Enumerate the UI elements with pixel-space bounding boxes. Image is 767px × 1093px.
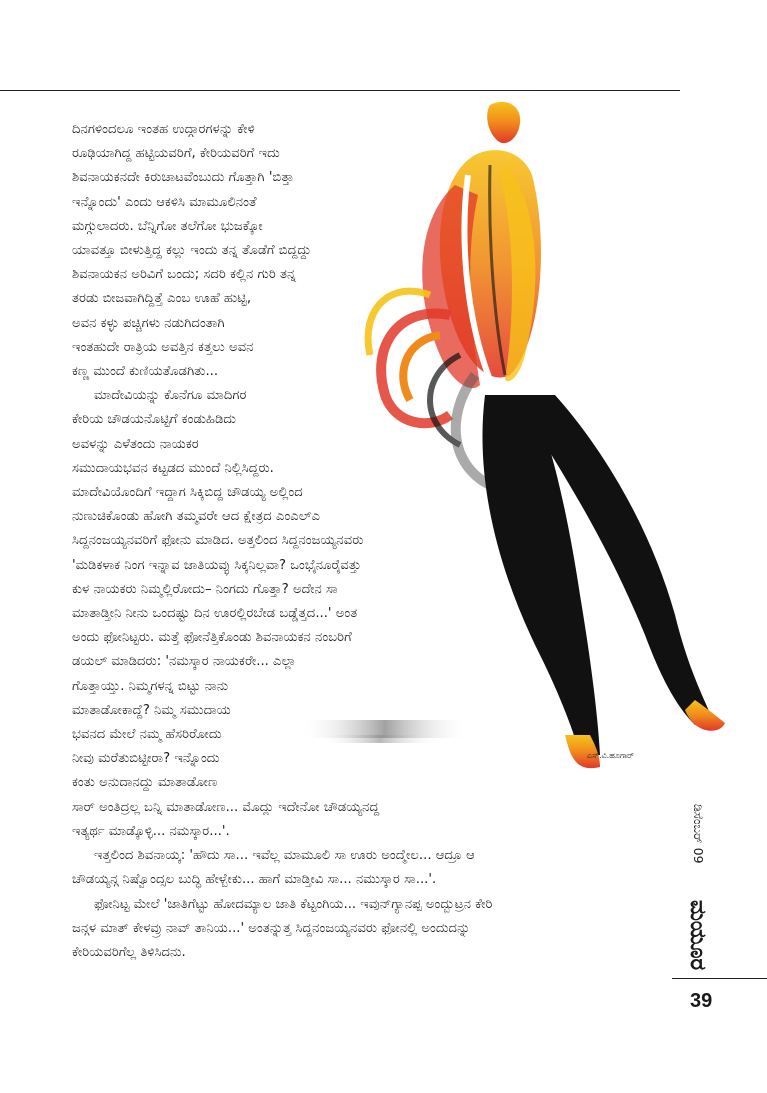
article-line: ಅಂದು ಫೋನಿಟ್ಟರು. ಮತ್ತೆ ಫೋನೆತ್ತಿಕೊಂಡು ಶಿವನಾಯಕನ ನಂಬರಿಗೆ bbox=[72, 630, 352, 646]
article-line: ಸಿದ್ದನಂಜಯ್ಯನವರಿಗೆ ಫೋನು ಮಾಡಿದ. ಅತ್ತಲಿಂದ ಸಿದ್ದನಂಜಯ್ಯನವರು bbox=[72, 533, 364, 549]
article-line: ಅವನ ಕಳ್ಳು ಪಚ್ಚಿಗಳು ನಡುಗಿದಂತಾಗಿ bbox=[72, 315, 225, 331]
page-number: 39 bbox=[690, 990, 713, 1012]
article-line: ಕೇರಿಯವರಿಗೆಲ್ಲ ತಿಳಿಸಿದನು. bbox=[72, 944, 186, 960]
article-line: ತರಡು ಬೀಜವಾಗಿದ್ದಿತ್ತೆ ಎಂಬ ಊಹೆ ಹುಟ್ಟಿ, bbox=[72, 291, 252, 307]
article-line: ಮಾತಾಡೋಕಾದ್ದೆ? ನಿಮ್ಮ ಸಮುದಾಯ bbox=[72, 702, 231, 718]
article-line: ಫೋನಿಟ್ಟ ಮೇಲೆ 'ಜಾತಿಗೆಟ್ಟು ಹೋದಮ್ಯಾಲ ಜಾತಿ ಕೆಟ್ಟಂಗಿಯ... ಇವುನ್‌ಗ್ಯಾನಪ್ಪ ಅಂದ್ಬುಟ್ರನ ಕೇರಿ bbox=[94, 896, 493, 912]
article-line: ಚೌಡಯ್ಯನ್ಗ ನಿಷ್ವೊಂದ್ಸಲ ಬುದ್ಧಿ ಹೇಳ್ಬೇಕು... ಹಾಗೆ ಮಾಡ್ತೀವಿ ಸಾ... ನಮುಸ್ಕಾರ ಸಾ...'. bbox=[72, 872, 437, 888]
article-line: ರೂಢಿಯಾಗಿದ್ದ ಹಟ್ಟಿಯವರಿಗೆ, ಕೇರಿಯವರಿಗೆ ಇದು bbox=[72, 146, 280, 162]
article-line: ಸಮುದಾಯಭವನ ಕಟ್ಟಡದ ಮುಂದೆ ನಿಲ್ಲಿಸಿದ್ದರು. bbox=[72, 460, 274, 476]
article-line: ಶಿವನಾಯಕನ ಅರಿವಿಗೆ ಬಂದು; ಸದರಿ ಕಲ್ಲಿನ ಗುರಿ ತನ್ನ bbox=[72, 267, 297, 283]
article-line: ಕುಳ ನಾಯಕರು ನಿಮ್ಮಲ್ಲಿರೋದು– ನಿಂಗದು ಗೊತ್ತಾ? ಅದೇನ ಸಾ bbox=[72, 581, 338, 597]
article-line: ಯಾವತ್ತೂ ಬೀಳುತ್ತಿದ್ದ ಕಲ್ಲು ಇಂದು ತನ್ನ ತೊಡೆಗೆ ಬಿದ್ದದ್ದು bbox=[72, 243, 312, 259]
article-line: ಭವನದ ಮೇಲೆ ನಮ್ಮ ಹೆಸರಿರೋದು bbox=[72, 727, 222, 743]
article-line: ಇತ್ತಲಿಂದ ಶಿವನಾಯ್ಕ: 'ಹೌದು ಸಾ... ಇವೆಲ್ಲ ಮಾಮೂಲಿ ಸಾ ಊರು ಅಂದ್ಮೇಲ... ಆದ್ರೂ ಆ bbox=[94, 848, 475, 864]
article-line: 'ಮಡಿಕಳಾಕ ನಿಂಗ ಇನ್ನಾವ ಜಾತಿಯವ್ಳು ಸಿಕ್ಕನಿಲ್ಲವಾ? ಒಂಭೈನೂರೈವತ್ತು bbox=[72, 557, 362, 573]
article-line: ಇನ್ನೊಂದು' ಎಂದು ಆಕಳಿಸಿ ಮಾಮೂಲಿನಂತೆ bbox=[72, 194, 257, 210]
article-line: ಕೇರಿಯ ಚೌಡಯನೊಟ್ಟಿಗೆ ಕಂಡುಹಿಡಿದು bbox=[72, 412, 237, 428]
article-line: ದಿನಗಳಿಂದಲೂ ಇಂತಹ ಉದ್ಗಾರಗಳನ್ನು ಕೇಳಿ bbox=[72, 122, 255, 137]
article-line: ಕಣ್ಣ ಮುಂದೆ ಕುಣಿಯತೊಡಗಿತು... bbox=[72, 364, 219, 380]
article-line: ಮಾತಾಡ್ತೀನಿ ನೀನು ಒಂದಷ್ಟು ದಿನ ಊರಲ್ಲಿರಬೇಡ ಬಡ್ಡೆತ್ತದ...' ಅಂತ bbox=[72, 606, 358, 622]
article-line: ಡಯಲ್ ಮಾಡಿದರು: 'ನಮಸ್ಕಾರ ನಾಯಕರೇ... ಎಲ್ಲಾ bbox=[72, 654, 297, 670]
article-line: ಶಿವನಾಯಕನದೇ ಕಿರುಚಾಟವೆಂಬುದು ಗೊತ್ತಾಗಿ 'ಬಿತ್ತಾ bbox=[72, 170, 295, 186]
article-line: ನುಣುಚಿಕೊಂಡು ಹೋಗಿ ತಮ್ಮವರೇ ಆದ ಕ್ಷೇತ್ರದ ಎಂಎಲ್‌ಎ bbox=[72, 509, 321, 525]
article-body bbox=[72, 118, 672, 965]
article-line: ಮಾದೇವಿಯೊಂದಿಗೆ ಇದ್ದಾಗ ಸಿಕ್ಕಿಬಿದ್ದ ಚೌಡಯ್ಯ ಅಲ್ಲಿಂದ bbox=[72, 485, 303, 501]
issue-date: ಡಿಸೆಂಬರ್ 09 bbox=[691, 804, 706, 864]
article-line: ಅವಳನ್ನು ಎಳೆತಂದು ನಾಯಕರ bbox=[72, 436, 199, 452]
article-line: ಇಂತಹುದೇ ರಾತ್ರಿಯ ಅವತ್ತಿನ ಕತ್ತಲು ಅವನ bbox=[72, 339, 254, 355]
article-line: ಮಾದೇವಿಯನ್ನು ಕೊನೆಗೂ ಮಾದಿಗರ bbox=[94, 388, 247, 404]
article-line: ಕಂತು ಅನುದಾನದ್ದು ಮಾತಾಡೋಣ bbox=[72, 775, 218, 791]
illustration-credit: ಎಸ್.ವಿ.ಹೂಗಾರ್ bbox=[587, 751, 634, 760]
article-line: ಇತ್ಯರ್ಥ ಮಾಡ್ಕೊಳ್ಳಿ... ನಮಸ್ಕಾರ...'. bbox=[72, 823, 230, 839]
sidebar-rule bbox=[672, 978, 767, 979]
article-line: ನೀವು ಮರೆತುಬಿಟ್ಟೀರಾ? ಇನ್ನೊಂದು bbox=[72, 751, 220, 767]
article-line: ಗೊತ್ತಾಯ್ತು. ನಿಮ್ಮಗಳನ್ನ ಬಿಟ್ಟು ನಾನು bbox=[72, 678, 229, 694]
article-line: ಸಾರ್ ಅಂತಿದ್ರಲ್ಲ ಬನ್ನಿ ಮಾತಾಡೋಣ... ಮೊದ್ಲು ಇದೇನೋ ಚೌಡಯ್ಯನದ್ದ bbox=[72, 799, 380, 815]
article-line: ಮಗ್ಗುಲಾದರು. ಬೆನ್ನಿಗೋ ತಲೆಗೋ ಭುಜಕ್ಕೋ bbox=[72, 218, 263, 234]
article-line: ಜನ್ಗಳ ಮಾತ್ ಕೇಳವ್ರು ನಾವ್ ತಾನಿಯ...' ಅಂತನ್ನುತ್ತ ಸಿದ್ದನಂಜಯ್ಯನವರು ಫೋನಲ್ಲಿ ಅಂದುದನ್ನು bbox=[72, 920, 471, 936]
top-rule bbox=[0, 90, 680, 91]
magazine-name: ಮಯೂರ bbox=[685, 900, 710, 971]
magazine-sidebar bbox=[680, 800, 720, 975]
